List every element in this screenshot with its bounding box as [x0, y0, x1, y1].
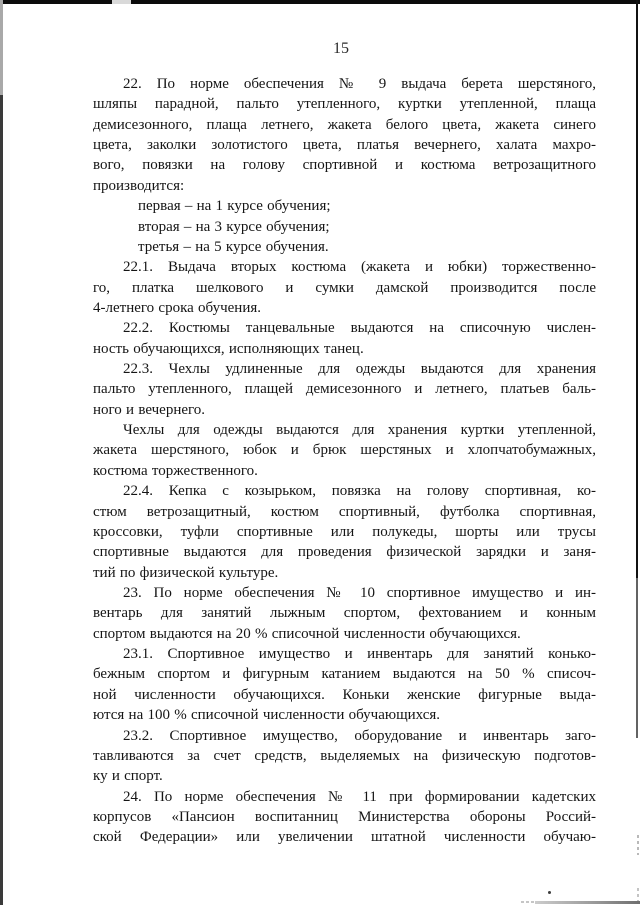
text-line: производится:	[93, 177, 185, 194]
scan-speck-dot	[548, 891, 551, 894]
text-line: стюм ветрозащитный, костюм спортивный, футболка спортивная,	[93, 503, 596, 520]
text-line: костюма торжественного.	[93, 462, 258, 479]
text-line: шляпы парадной, пальто утепленного, куртки утепленной, плаща	[93, 96, 596, 113]
scan-top-edge-bar-gap	[112, 0, 131, 4]
document-text-column	[93, 74, 596, 848]
text-line: цвета, заколки золотистого цвета, платья вечернего, халата махро-	[93, 137, 596, 154]
text-line: спортом выдаются на 20 % списочной численности обучающихся.	[93, 625, 521, 642]
text-line: тавливаются за счет средств, выделяемых на физическую подготов-	[93, 747, 596, 764]
text-line: Чехлы для одежды выдаются для хранения куртки утепленной,	[123, 422, 596, 439]
scan-top-edge-bar	[0, 0, 640, 4]
text-line: кроссовки, туфли спортивные или полукеды, шорты или трусы	[93, 523, 596, 540]
text-line: 24. По норме обеспечения № 11 при формировании кадетских	[123, 788, 596, 805]
text-line: 23.2. Спортивное имущество, оборудование и инвентарь заго-	[123, 727, 596, 744]
scan-right-edge-dashes	[637, 835, 639, 855]
text-line: тий по физической культуре.	[93, 564, 279, 581]
text-line: ской Федерации» или увеличении штатной численности обучаю-	[93, 829, 596, 846]
text-line: ной численности обучающихся. Коньки женские фигурные выда-	[93, 686, 596, 703]
text-line: 4-летнего срока обучения.	[93, 299, 261, 316]
scan-right-edge-line-faded	[636, 578, 638, 738]
text-line: демисезонного, плаща летнего, жакета белого цвета, жакета синего	[93, 116, 596, 133]
text-line: ного и вечернего.	[93, 401, 206, 418]
text-line: го, платка шелкового и сумки дамской производится после	[93, 279, 596, 296]
text-line: жакета шерстяного, юбок и брюк шерстяных и хлопчатобумажных,	[93, 442, 596, 459]
text-line: 22. По норме обеспечения № 9 выдача берета шерстяного,	[123, 76, 596, 92]
scan-bottom-edge-line	[535, 901, 640, 904]
text-line: третья – на 5 курсе обучения.	[138, 238, 329, 255]
text-line: 23. По норме обеспечения № 10 спортивное имущество и ин-	[123, 584, 596, 601]
text-line: ются на 100 % списочной численности обучающихся.	[93, 707, 441, 724]
scan-left-edge-line	[0, 95, 3, 905]
text-line: корпусов «Пансион воспитанниц Министерства обороны Россий-	[93, 808, 596, 825]
scan-left-edge-line-top	[0, 0, 3, 95]
text-line: бежным спортом и фигурным катанием выдаются на 50 % списоч-	[93, 666, 596, 683]
text-line: ку и спорт.	[93, 768, 163, 785]
scan-right-edge-line	[636, 0, 638, 578]
text-line: 22.3. Чехлы удлиненные для одежды выдаются для хранения	[123, 361, 596, 378]
text-line: вторая – на 3 курсе обучения;	[138, 218, 330, 235]
scan-bottom-edge-dashes	[521, 901, 536, 903]
text-line: вого, повязки на голову спортивной и костюма ветрозащитного	[93, 157, 596, 174]
page-number: 15	[333, 40, 349, 57]
text-line: вентарь для занятий лыжным спортом, фехтованием и конным	[93, 605, 596, 622]
text-line: ность обучающихся, исполняющих танец.	[93, 340, 364, 357]
text-line: первая – на 1 курсе обучения;	[138, 198, 331, 215]
text-line: 22.2. Костюмы танцевальные выдаются на списочную числен-	[123, 320, 596, 337]
text-line: 22.1. Выдача вторых костюма (жакета и юбки) торжественно-	[123, 259, 596, 276]
text-line: спортивные выдаются для проведения физической зарядки и заня-	[93, 544, 596, 561]
text-line: 23.1. Спортивное имущество и инвентарь для занятий конько-	[123, 646, 596, 663]
text-line: пальто утепленного, плащей демисезонного и летнего, платьев баль-	[93, 381, 596, 398]
text-line: 22.4. Кепка с козырьком, повязка на голову спортивная, ко-	[123, 483, 596, 500]
